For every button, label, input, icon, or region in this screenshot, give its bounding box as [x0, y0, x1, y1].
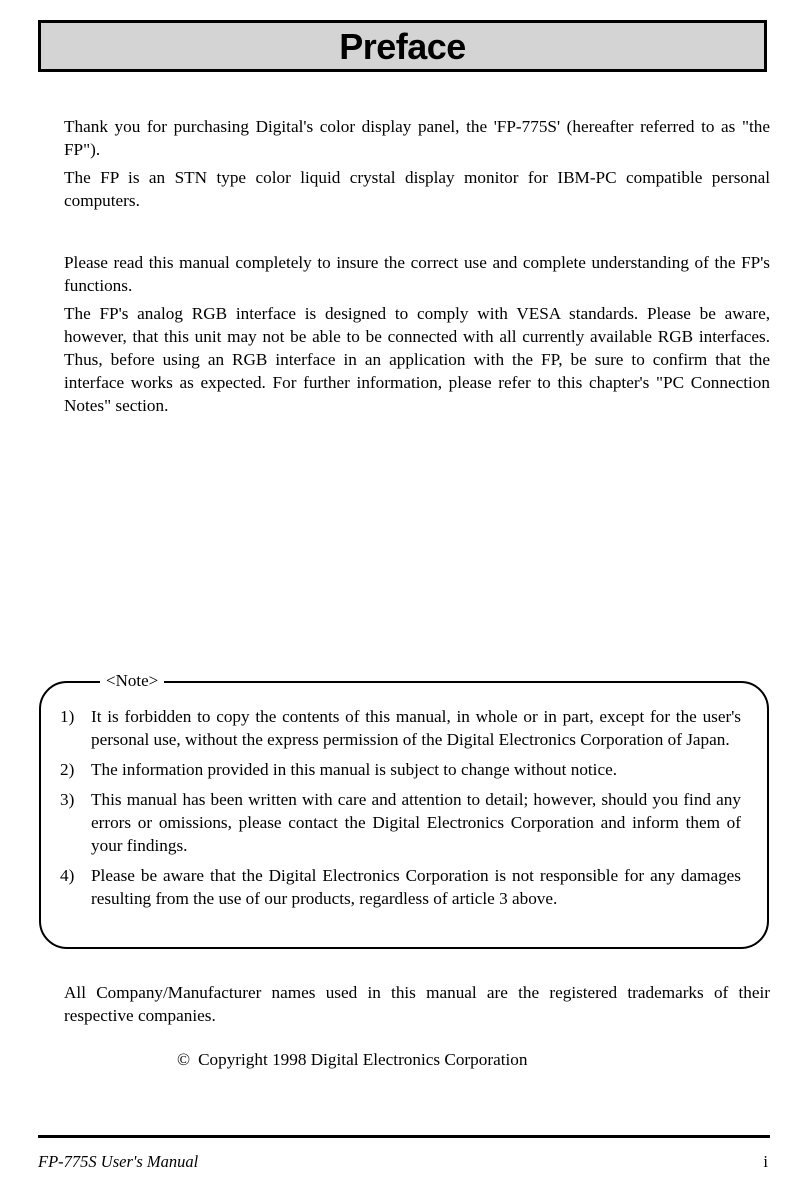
page-title-box	[38, 20, 767, 72]
rgb-interface-paragraph: The FP's analog RGB interface is designed to comply with VESA standards. Please be aware, however, that this unit may not be able to be connected with all currently available RGB interfaces. Thus, before using an RGB interface in an application with the FP, be sure to confirm that the interface works as expected. For further information, please refer to this chapter's "PC Connection Notes" section.	[64, 304, 770, 415]
intro-paragraph: Thank you for purchasing Digital's color display panel, the 'FP-775S' (hereafter referred to as "the FP").	[64, 117, 770, 159]
copyright-symbol: ©	[177, 1050, 191, 1069]
note-item	[60, 758, 741, 781]
page-title: Preface	[339, 26, 466, 67]
footer-divider	[38, 1135, 770, 1138]
read-manual-paragraph: Please read this manual completely to insure the correct use and complete understanding of the FP's functions.	[64, 253, 770, 295]
note-label: <Note>	[100, 671, 164, 691]
note-item-text: Please be aware that the Digital Electronics Corporation is not responsible for any damages resulting from the use of our products, regardless of article 3 above.	[91, 866, 741, 908]
copyright-text: Copyright 1998 Digital Electronics Corporation	[198, 1050, 528, 1069]
note-item-number: 3)	[60, 790, 75, 809]
note-item	[60, 705, 741, 751]
note-item-number: 4)	[60, 866, 75, 885]
copyright-notice	[177, 1048, 527, 1071]
footer-manual-title: FP-775S User's Manual	[38, 1152, 199, 1171]
note-item-text: The information provided in this manual is subject to change without notice.	[91, 760, 618, 779]
footer-page-number: i	[763, 1152, 768, 1171]
note-list	[60, 705, 741, 917]
note-item-number: 2)	[60, 760, 75, 779]
product-description-paragraph: The FP is an STN type color liquid crystal display monitor for IBM-PC compatible personal computers.	[64, 168, 770, 210]
note-item-text: It is forbidden to copy the contents of this manual, in whole or in part, except for the user's personal use, without the express permission of the Digital Electronics Corporation of Japan.	[91, 707, 741, 749]
note-item-number: 1)	[60, 707, 75, 726]
trademark-paragraph: All Company/Manufacturer names used in this manual are the registered trademarks of their respective companies.	[64, 983, 770, 1025]
note-item	[60, 864, 741, 910]
note-item-text: This manual has been written with care and attention to detail; however, should you find any errors or omissions, please contact the Digital Electronics Corporation and inform them of your findings.	[91, 790, 741, 855]
note-item	[60, 788, 741, 857]
